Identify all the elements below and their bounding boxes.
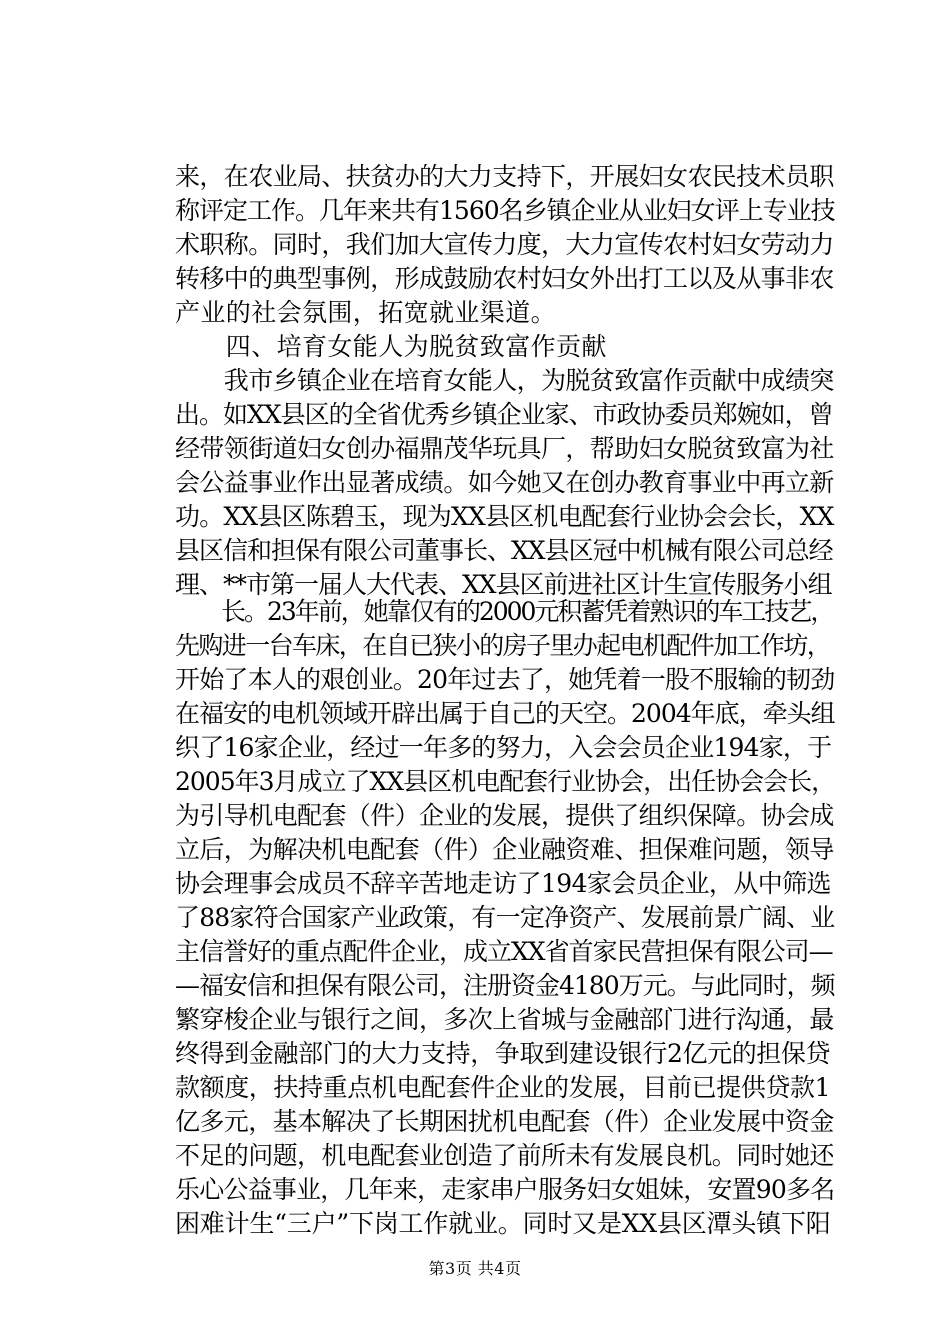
- text-line: 开始了本人的艰创业。20年过去了，她凭着一股不服输的韧劲: [175, 665, 835, 694]
- text-line: 2005年3月成立了XX县区机电配套行业协会，出任协会会长，: [175, 767, 836, 796]
- text-block-2: [175, 595, 835, 1241]
- text-line: 为引导机电配套（件）企业的发展，提供了组织保障。协会成: [175, 801, 834, 830]
- text-line: 称评定工作。几年来共有1560名乡镇企业从业妇女评上专业技: [175, 196, 835, 225]
- text-block-1: [175, 160, 835, 602]
- text-line: 来，在农业局、扶贫办的大力支持下，开展妇女农民技术员职: [175, 162, 834, 191]
- text-line: —福安信和担保有限公司，注册资金4180万元。与此同时，频: [175, 971, 835, 1000]
- text-line: 困难计生“三户”下岗工作就业。同时又是XX县区潭头镇下阳: [175, 1209, 831, 1238]
- text-line: 主信誉好的重点配件企业，成立XX省首家民营担保有限公司—: [175, 937, 833, 966]
- text-line: 产业的社会氛围，拓宽就业渠道。: [175, 298, 557, 327]
- text-line: 繁穿梭企业与银行之间，多次上省城与金融部门进行沟通，最: [175, 1005, 834, 1034]
- text-line: 长。23年前，她靠仅有的2000元积蓄凭着熟识的车工技艺，: [175, 597, 834, 626]
- text-line: 款额度，扶持重点机电配套件企业的发展，目前已提供贷款1: [175, 1073, 831, 1102]
- text-line: 不足的问题，机电配套业创造了前所未有发展良机。同时她还: [175, 1141, 834, 1170]
- text-line: 了88家符合国家产业政策，有一定净资产、发展前景广阔、业: [175, 903, 835, 932]
- text-line: 先购进一台车床，在自已狭小的房子里办起电机配件加工作坊，: [175, 631, 831, 660]
- text-line: 在福安的电机领域开辟出属于自己的天空。2004年底，牵头组: [175, 699, 835, 728]
- text-line: 我市乡镇企业在培育女能人，为脱贫致富作贡献中成绩突: [175, 366, 834, 395]
- text-line: 立后，为解决机电配套（件）企业融资难、担保难问题，领导: [175, 835, 834, 864]
- text-line: 出。如XX县区的全省优秀乡镇企业家、市政协委员郑婉如，曾: [175, 400, 833, 429]
- text-line: 织了16家企业，经过一年多的努力，入会会员企业194家，于: [175, 733, 832, 762]
- text-line: 终得到金融部门的大力支持，争取到建设银行2亿元的担保贷: [175, 1039, 831, 1068]
- text-line: 经带领街道妇女创办福鼎茂华玩具厂，帮助妇女脱贫致富为社: [175, 434, 834, 463]
- page-footer: 第3页 共4页: [428, 1259, 522, 1278]
- text-line: 亿多元，基本解决了长期困扰机电配套（件）企业发展中资金: [175, 1107, 834, 1136]
- text-line: 功。XX县区陈碧玉，现为XX县区机电配套行业协会会长，XX: [175, 502, 834, 531]
- text-line: 会公益事业作出显著成绩。如今她又在创办教育事业中再立新: [175, 468, 834, 497]
- text-line: 县区信和担保有限公司董事长、XX县区冠中机械有限公司总经: [175, 536, 833, 565]
- section-heading: 四、培育女能人为脱贫致富作贡献: [175, 332, 607, 361]
- text-line: 术职称。同时，我们加大宣传力度，大力宣传农村妇女劳动力: [175, 230, 834, 259]
- text-line: 乐心公益事业，几年来，走家串户服务妇女姐妹，安置90多名: [175, 1175, 835, 1204]
- text-line: 转移中的典型事例，形成鼓励农村妇女外出打工以及从事非农: [175, 264, 834, 293]
- text-line: 协会理事会成员不辞辛苦地走访了194家会员企业，从中筛选: [175, 869, 831, 898]
- text-line: 理、**市第一届人大代表、XX县区前进社区计生宣传服务小组: [175, 570, 832, 599]
